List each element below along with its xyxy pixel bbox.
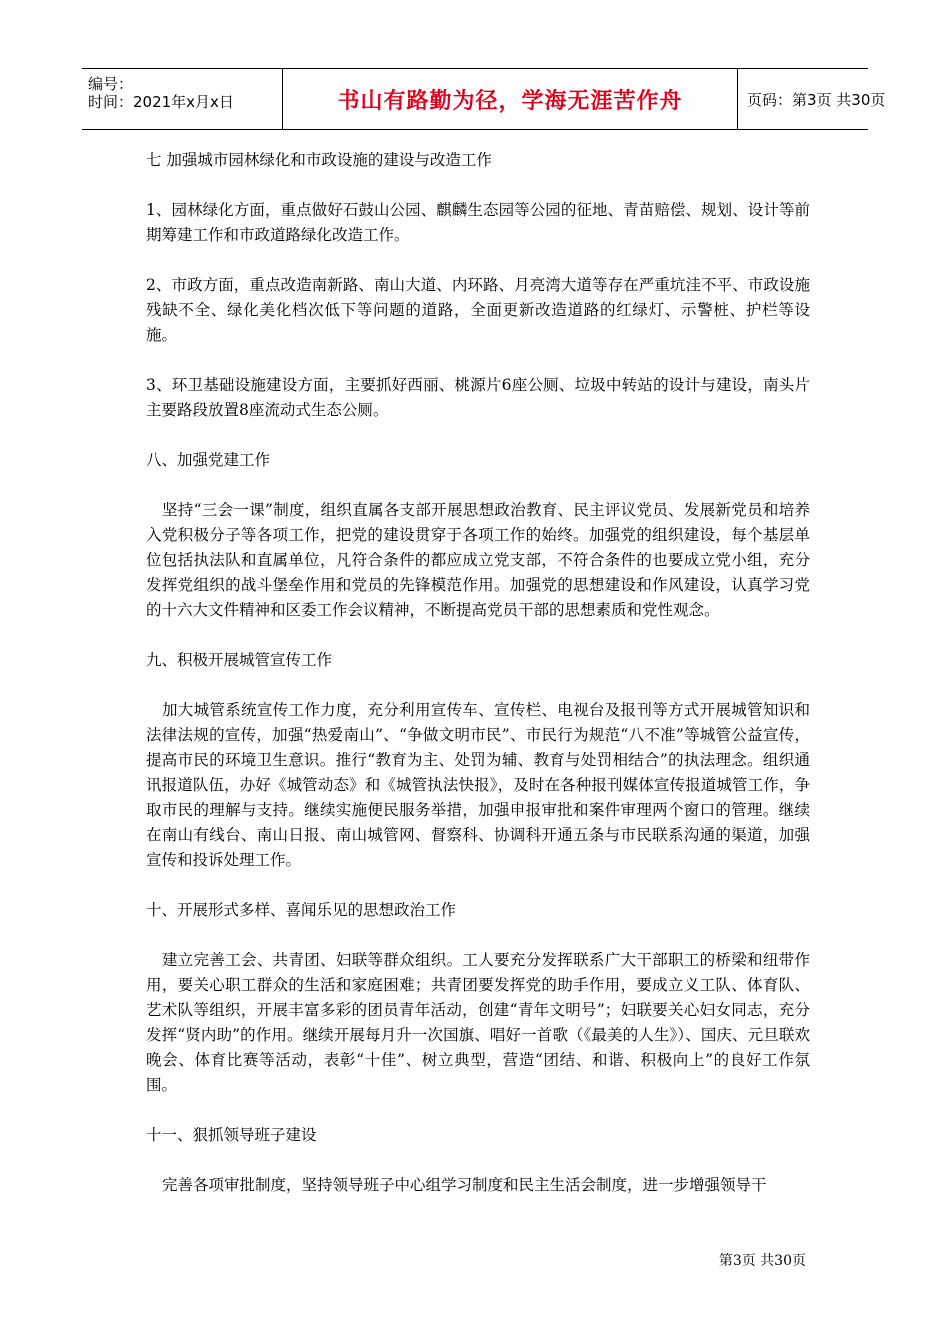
header-motto-cell	[282, 69, 738, 129]
section-heading-11: 十一、狠抓领导班子建设	[146, 1126, 317, 1144]
header-page-number: 页码：第3页 共30页	[747, 90, 886, 109]
paragraph-10-1: 建立完善工会、共青团、妇联等群众组织。工人要充分发挥联系广大干部职工的桥梁和纽带作用，要关心职工群众的生活和家庭困难；共青团要发挥党的助手作用，要成立义工队、体育队、艺术队等组织，开展丰富多彩的团员青年活动，创建“青年文明号”；妇联要关心妇女同志，充分发挥“贤内助”的作用。继续开展每月升一次国旗、唱好一首歌（《最美的人生》）、国庆、元旦联欢晚会、体育比赛等活动，表彰“十佳”、树立典型，营造“团结、和谐、积极向上”的良好工作氛围。	[146, 951, 810, 1094]
document-number-label: 编号：	[88, 75, 134, 93]
paragraph-7-2: 2、市政方面，重点改造南新路、南山大道、内环路、月亮湾大道等存在严重坑洼不平、市政设施残缺不全、绿化美化档次低下等问题的道路，全面更新改造道路的红绿灯、示警桩、护栏等设施。	[146, 276, 810, 344]
section-heading-10: 十、开展形式多样、喜闻乐见的思想政治工作	[146, 901, 457, 919]
paragraph-7-1: 1、园林绿化方面，重点做好石鼓山公园、麒麟生态园等公园的征地、青苗赔偿、规划、设计等前期筹建工作和市政道路绿化改造工作。	[146, 201, 810, 244]
page-header	[82, 68, 886, 130]
page-footer: 第3页 共30页	[718, 1253, 806, 1269]
section-heading-9: 九、积极开展城管宣传工作	[146, 651, 333, 669]
paragraph-7-3: 3、环卫基础设施建设方面，主要抓好西丽、桃源片6座公厕、垃圾中转站的设计与建设，南头片主要路段放置8座流动式生态公厕。	[146, 376, 810, 419]
section-heading-7: 七 加强城市园林绿化和市政设施的建设与改造工作	[146, 151, 492, 169]
paragraph-9-1: 加大城管系统宣传工作力度，充分利用宣传车、宣传栏、电视台及报刊等方式开展城管知识和法律法规的宣传，加强“热爱南山”、“争做文明市民”、市民行为规范“八不准”等城管公益宣传，提高市民的环境卫生意识。推行“教育为主、处罚为辅、教育与处罚相结合”的执法理念。组织通讯报道队伍，办好《城管动态》和《城管执法快报》，及时在各种报刊媒体宣传报道城管工作，争取市民的理解与支持。继续实施便民服务举措，加强申报审批和案件审理两个窗口的管理。继续在南山有线台、南山日报、南山城管网、督察科、协调科开通五条与市民联系沟通的渠道，加强宣传和投诉处理工作。	[146, 701, 810, 869]
document-body	[146, 148, 810, 1223]
section-heading-8: 八、加强党建工作	[146, 451, 271, 469]
document-date-label: 时间：2021年x月x日	[88, 93, 234, 111]
paragraph-8-1: 坚持“三会一课”制度，组织直属各支部开展思想政治教育、民主评议党员、发展新党员和培养入党积极分子等各项工作，把党的建设贯穿于各项工作的始终。加强党的组织建设，每个基层单位包括执法队和直属单位，凡符合条件的都应成立党支部，不符合条件的也要成立党小组，充分发挥党组织的战斗堡垒作用和党员的先锋模范作用。加强党的思想建设和作风建设，认真学习党的十六大文件精神和区委工作会议精神，不断提高党员干部的思想素质和党性观念。	[146, 501, 810, 619]
paragraph-11-1: 完善各项审批制度，坚持领导班子中心组学习制度和民主生活会制度，进一步增强领导干	[162, 1176, 767, 1194]
header-meta	[82, 69, 282, 129]
header-motto: 书山有路勤为径，学海无涯苦作舟	[337, 88, 683, 114]
